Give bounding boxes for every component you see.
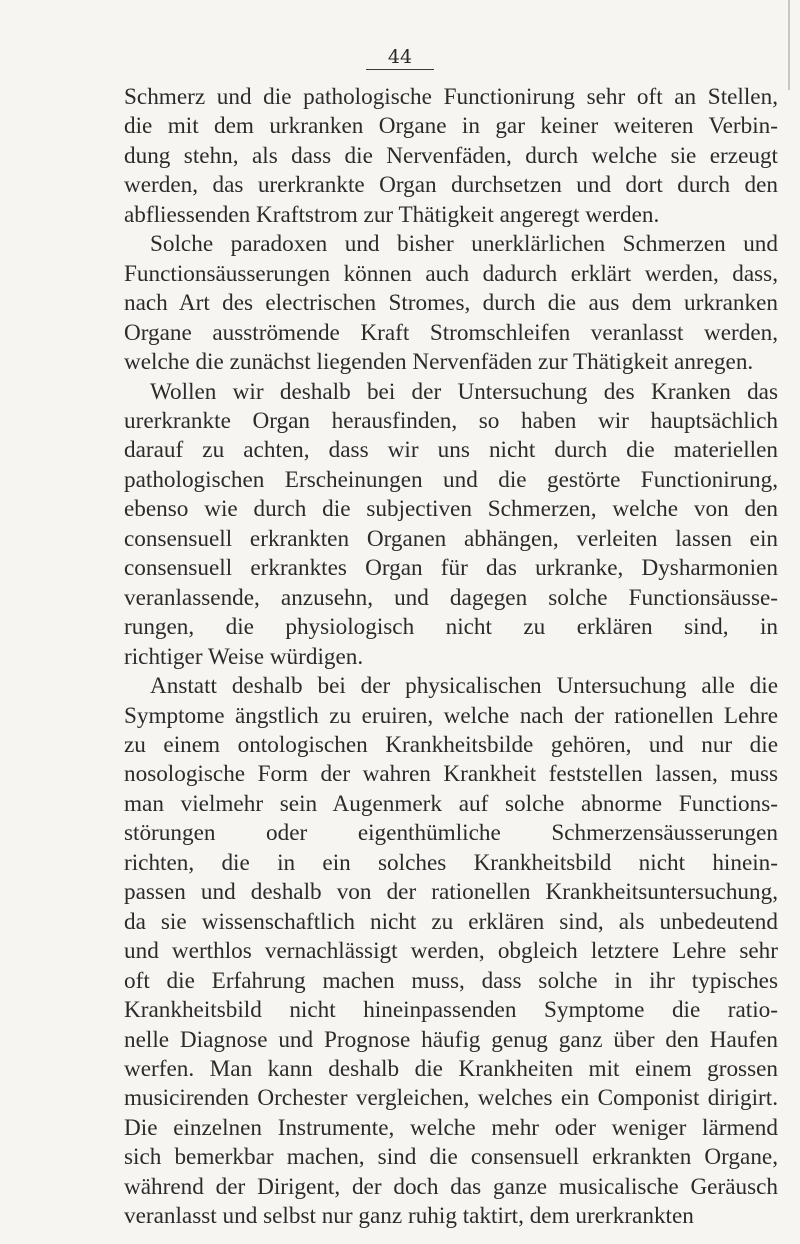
text-line: werden, das urerkrankte Organ durchsetzen und dort durch den (124, 172, 778, 199)
page-number: 44 (366, 46, 434, 70)
text-line: welche die zunächst liegenden Nervenfäden zur Thätigkeit anregen. (124, 349, 754, 376)
text-line: oft die Erfahrung machen muss, dass solche in ihr typisches (124, 967, 778, 994)
page-edge-shadow (788, 0, 790, 90)
text-line: störungen oder eigenthümliche Schmerzensäusserungen (124, 820, 778, 847)
text-line: abfliessenden Kraftstrom zur Thätigkeit angeregt werden. (124, 201, 660, 228)
text-line: und werthlos vernachlässigt werden, obgleich letztere Lehre sehr (124, 938, 778, 965)
text-line: Anstatt deshalb bei der physicalischen Untersuchung alle die (150, 673, 778, 700)
text-line: richten, die in ein solches Krankheitsbild nicht hinein- (124, 849, 778, 876)
text-line: Die einzelnen Instrumente, welche mehr oder weniger lärmend (124, 1114, 778, 1141)
text-line: zu einem ontologischen Krankheitsbilde gehören, und nur die (124, 731, 778, 758)
text-line: darauf zu achten, dass wir uns nicht durch die materiellen (124, 437, 778, 464)
paragraph (124, 230, 778, 377)
text-line: pathologischen Erscheinungen und die gestörte Functionirung, (124, 466, 778, 493)
text-line: passen und deshalb von der rationellen Krankheitsuntersuchung, (124, 879, 778, 906)
paragraph (124, 672, 778, 1232)
page-header (0, 46, 800, 70)
text-line: werfen. Man kann deshalb die Krankheiten mit einem grossen (124, 1055, 778, 1082)
text-line: rungen, die physiologisch nicht zu erklären sind, in (124, 614, 778, 641)
text-line: man vielmehr sein Augenmerk auf solche abnorme Functions- (124, 790, 778, 817)
text-line: veranlasst und selbst nur ganz ruhig taktirt, dem urerkrankten (124, 1203, 694, 1230)
paragraph (124, 378, 778, 673)
text-line: veranlassende, anzusehn, und dagegen solche Functionsäusse- (124, 584, 778, 611)
text-line: musicirenden Orchester vergleichen, welches ein Componist dirigirt. (124, 1085, 778, 1112)
text-line: Organe ausströmende Kraft Stromschleifen veranlasst werden, (124, 319, 778, 346)
text-line: consensuell erkranktes Organ für das urkranke, Dysharmonien (124, 555, 778, 582)
text-line: Krankheitsbild nicht hineinpassenden Symptome die ratio- (124, 997, 778, 1024)
paragraph (124, 83, 778, 230)
text-line: urerkrankte Organ herausfinden, so haben wir hauptsächlich (124, 407, 778, 434)
text-line: nach Art des electrischen Stromes, durch die aus dem urkranken (124, 290, 778, 317)
text-line: ebenso wie durch die subjectiven Schmerzen, welche von den (124, 496, 778, 523)
text-line: Wollen wir deshalb bei der Untersuchung des Kranken das (150, 378, 778, 405)
text-line: sich bemerkbar machen, sind die consensuell erkrankten Organe, (124, 1144, 778, 1171)
text-line: da sie wissenschaftlich nicht zu erklären sind, als unbedeutend (124, 908, 778, 935)
text-line: richtiger Weise würdigen. (124, 643, 364, 670)
text-line: Schmerz und die pathologische Functionirung sehr oft an Stellen, (124, 84, 778, 110)
text-line: Functionsäusserungen können auch dadurch erklärt werden, dass, (124, 260, 778, 287)
text-line: consensuell erkrankten Organen abhängen, verleiten lassen ein (124, 525, 778, 552)
text-line: Symptome ängstlich zu eruiren, welche nach der rationellen Lehre (124, 702, 778, 729)
text-line: während der Dirigent, der doch das ganze musicalische Geräusch (124, 1173, 778, 1200)
text-line: Solche paradoxen und bisher unerklärlichen Schmerzen und (150, 231, 778, 258)
text-line: nosologische Form der wahren Krankheit feststellen lassen, muss (124, 761, 778, 788)
body-text (124, 83, 778, 1232)
text-line: die mit dem urkranken Organe in gar keiner weiteren Verbin- (124, 113, 778, 140)
text-line: nelle Diagnose und Prognose häufig genug ganz über den Haufen (124, 1026, 778, 1053)
text-line: dung stehn, als dass die Nervenfäden, durch welche sie erzeugt (124, 142, 778, 169)
